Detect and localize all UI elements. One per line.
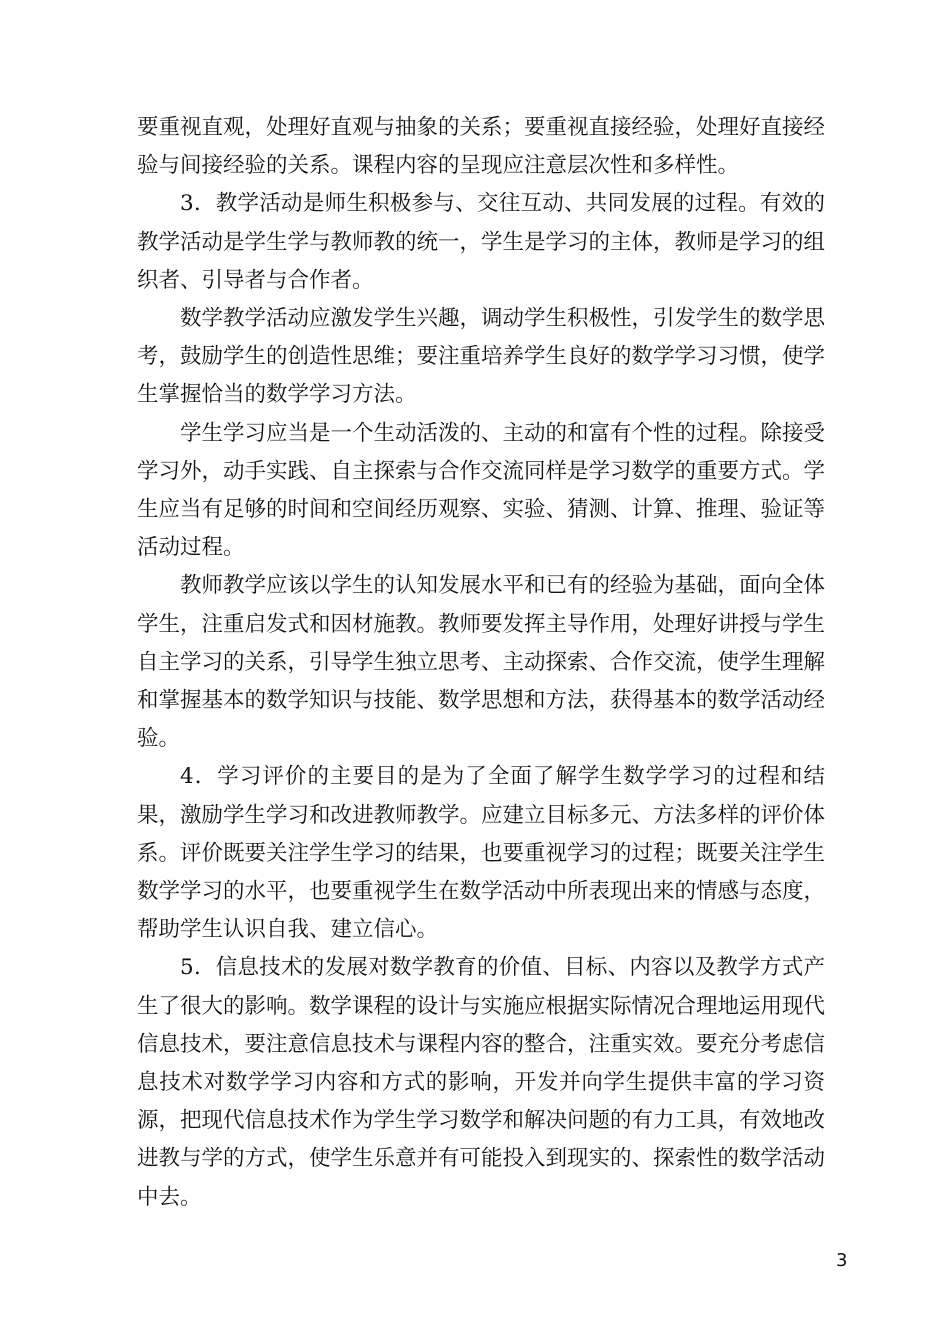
paragraph-continuation: 要重视直观，处理好直观与抽象的关系；要重视直接经验，处理好直接经验与间接经验的关系。课程内容的呈现应注意层次性和多样性。 (137, 115, 826, 179)
paragraph-item-5: 5．信息技术的发展对数学教育的价值、目标、内容以及教学方式产生了很大的影响。数学课程的设计与实施应根据实际情况合理地运用现代信息技术，要注意信息技术与课程内容的整合，注重实效。要充分考虑信息技术对数学学习内容和方式的影响，开发并向学生提供丰富的学习资源，把现代信息技术作为学生学习数学和解决问题的有力工具，有效地改进教与学的方式，使学生乐意并有可能投入到现实的、探索性的数学活动中去。 (137, 955, 826, 1210)
paragraph-teaching-activity: 数学教学活动应激发学生兴趣，调动学生积极性，引发学生的数学思考，鼓励学生的创造性思维；要注重培养学生良好的数学学习习惯，使学生掌握恰当的数学学习方法。 (137, 306, 826, 408)
paragraph-item-3: 3．教学活动是师生积极参与、交往互动、共同发展的过程。有效的教学活动是学生学与教师教的统一，学生是学习的主体，教师是学习的组织者、引导者与合作者。 (137, 191, 826, 293)
paragraph-teacher-teaching: 教师教学应该以学生的认知发展水平和已有的经验为基础，面向全体学生，注重启发式和因材施教。教师要发挥主导作用，处理好讲授与学生自主学习的关系，引导学生独立思考、主动探索、合作交流，使学生理解和掌握基本的数学知识与技能、数学思想和方法，获得基本的数学活动经验。 (137, 573, 826, 752)
page-number: 3 (836, 1250, 848, 1271)
body-text (137, 109, 825, 1217)
paragraph-student-learning: 学生学习应当是一个生动活泼的、主动的和富有个性的过程。除接受学习外，动手实践、自主探索与合作交流同样是学习数学的重要方式。学生应当有足够的时间和空间经历观察、实验、猜测、计算、推理、验证等活动过程。 (137, 420, 826, 561)
paragraph-item-4: 4．学习评价的主要目的是为了全面了解学生数学学习的过程和结果，激励学生学习和改进教师教学。应建立目标多元、方法多样的评价体系。评价既要关注学生学习的结果，也要重视学习的过程；既要关注学生数学学习的水平，也要重视学生在数学活动中所表现出来的情感与态度，帮助学生认识自我、建立信心。 (137, 764, 826, 943)
